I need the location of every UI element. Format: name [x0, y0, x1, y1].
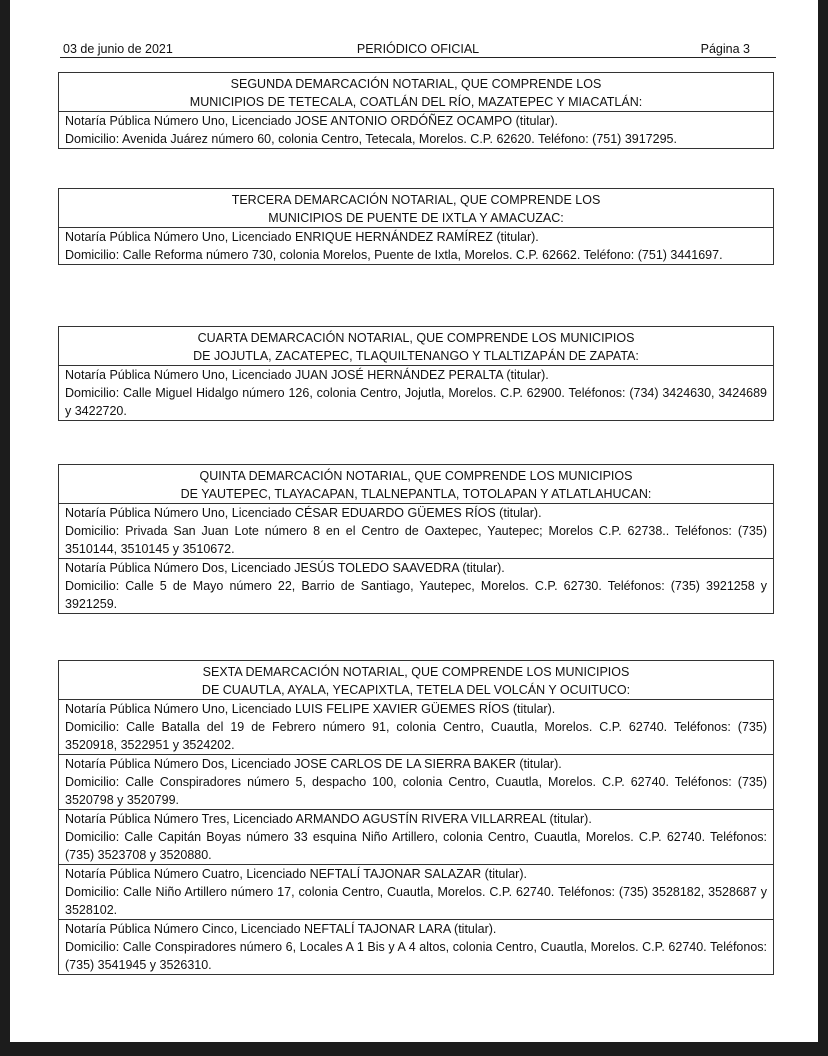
page-header	[60, 41, 776, 58]
notary-entry	[59, 700, 773, 754]
section-title-line: MUNICIPIOS DE TETECALA, COATLÁN DEL RÍO, MAZATEPEC Y MIACATLÁN:	[189, 95, 643, 109]
notary-entry	[59, 504, 773, 558]
notary-address: Domicilio: Calle 5 de Mayo número 22, Barrio de Santiago, Yautepec, Morelos. C.P. 62730. Teléfonos: (735) 3921258 y 3921259.	[65, 579, 767, 611]
section-title-line: DE CUAUTLA, AYALA, YECAPIXTLA, TETELA DEL VOLCÁN Y OCUITUCO:	[201, 683, 631, 697]
notary-name: Notaría Pública Número Uno, Licenciado CÉSAR EDUARDO GÜEMES RÍOS (titular).	[65, 506, 542, 520]
notary-name: Notaría Pública Número Cinco, Licenciado NEFTALÍ TAJONAR LARA (titular).	[65, 922, 497, 936]
notary-address: Domicilio: Calle Batalla del 19 de Febrero número 91, colonia Centro, Cuautla, Morelos. C.P. 62740. Teléfonos: (735) 3520918, 3522951 y 3524202.	[65, 720, 767, 752]
notary-entry	[59, 919, 773, 974]
section-title-line: SEXTA DEMARCACIÓN NOTARIAL, QUE COMPRENDE LOS MUNICIPIOS	[202, 665, 630, 679]
notary-entry	[59, 864, 773, 919]
section-title	[59, 465, 773, 504]
section-title-line: DE YAUTEPEC, TLAYACAPAN, TLALNEPANTLA, TOTOLAPAN Y ATLATLAHUCAN:	[180, 487, 652, 501]
section-title-line: DE JOJUTLA, ZACATEPEC, TLAQUILTENANGO Y TLALTIZAPÁN DE ZAPATA:	[193, 349, 639, 363]
notary-address: Domicilio: Calle Miguel Hidalgo número 126, colonia Centro, Jojutla, Morelos. C.P. 62900. Teléfonos: (734) 3424630, 3424689 y 3422720.	[65, 386, 767, 418]
notary-entry	[59, 112, 773, 148]
notary-address: Domicilio: Calle Conspiradores número 5, despacho 100, colonia Centro, Cuautla, Morelos. C.P. 62740. Teléfonos: (735) 3520798 y 3520799.	[65, 775, 767, 807]
section-title	[59, 327, 773, 366]
section-title	[59, 73, 773, 112]
section-title-line: QUINTA DEMARCACIÓN NOTARIAL, QUE COMPRENDE LOS MUNICIPIOS	[199, 469, 633, 483]
section-cuarta-demarcacion	[58, 326, 774, 421]
notary-address: Domicilio: Privada San Juan Lote número 8 en el Centro de Oaxtepec, Yautepec; Morelos C.P. 62738.. Teléfonos: (735) 3510144, 3510145 y 3510672.	[65, 524, 767, 556]
notary-name: Notaría Pública Número Uno, Licenciado LUIS FELIPE XAVIER GÜEMES RÍOS (titular).	[65, 702, 556, 716]
notary-entry	[59, 366, 773, 420]
notary-name: Notaría Pública Número Uno, Licenciado ENRIQUE HERNÁNDEZ RAMÍREZ (titular).	[65, 230, 539, 244]
notary-name: Notaría Pública Número Cuatro, Licenciado NEFTALÍ TAJONAR SALAZAR (titular).	[65, 867, 527, 881]
notary-entry	[59, 558, 773, 613]
notary-address: Domicilio: Avenida Juárez número 60, colonia Centro, Tetecala, Morelos. C.P. 62620. Teléfono: (751) 3917295.	[65, 132, 677, 146]
section-title-line: SEGUNDA DEMARCACIÓN NOTARIAL, QUE COMPRENDE LOS	[230, 77, 602, 91]
notary-address: Domicilio: Calle Niño Artillero número 17, colonia Centro, Cuautla, Morelos. C.P. 62740. Teléfonos: (735) 3528182, 3528687 y 3528102.	[65, 885, 767, 917]
section-title-line: CUARTA DEMARCACIÓN NOTARIAL, QUE COMPRENDE LOS MUNICIPIOS	[197, 331, 635, 345]
notary-name: Notaría Pública Número Uno, Licenciado JOSE ANTONIO ORDÓÑEZ OCAMPO (titular).	[65, 114, 558, 128]
section-quinta-demarcacion	[58, 464, 774, 614]
notary-address: Domicilio: Calle Reforma número 730, colonia Morelos, Puente de Ixtla, Morelos. C.P. 62662. Teléfono: (751) 3441697.	[65, 248, 723, 262]
notary-name: Notaría Pública Número Dos, Licenciado JESÚS TOLEDO SAAVEDRA (titular).	[65, 561, 505, 575]
section-title-line: MUNICIPIOS DE PUENTE DE IXTLA Y AMACUZAC:	[268, 211, 564, 225]
header-title: PERIÓDICO OFICIAL	[356, 42, 480, 56]
section-title	[59, 189, 773, 228]
header-page-number: Página 3	[700, 42, 750, 56]
section-title-line: TERCERA DEMARCACIÓN NOTARIAL, QUE COMPRENDE LOS	[231, 193, 601, 207]
section-tercera-demarcacion	[58, 188, 774, 265]
section-title	[59, 661, 773, 700]
section-sexta-demarcacion	[58, 660, 774, 975]
notary-name: Notaría Pública Número Uno, Licenciado JUAN JOSÉ HERNÁNDEZ PERALTA (titular).	[65, 368, 549, 382]
notary-entry	[59, 809, 773, 864]
notary-entry	[59, 228, 773, 264]
notary-name: Notaría Pública Número Dos, Licenciado JOSE CARLOS DE LA SIERRA BAKER (titular).	[65, 757, 562, 771]
notary-address: Domicilio: Calle Capitán Boyas número 33 esquina Niño Artillero, colonia Centro, Cuautla, Morelos. C.P. 62740. Teléfonos: (735) 3523708 y 3520880.	[65, 830, 767, 862]
notary-name: Notaría Pública Número Tres, Licenciado ARMANDO AGUSTÍN RIVERA VILLARREAL (titular).	[65, 812, 592, 826]
section-segunda-demarcacion	[58, 72, 774, 149]
document-page	[10, 0, 818, 1042]
notary-entry	[59, 754, 773, 809]
header-date: 03 de junio de 2021	[63, 42, 173, 56]
notary-address: Domicilio: Calle Conspiradores número 6, Locales A 1 Bis y A 4 altos, colonia Centro, Cuautla, Morelos. C.P. 62740. Teléfonos: (735) 3541945 y 3526310.	[65, 940, 767, 972]
